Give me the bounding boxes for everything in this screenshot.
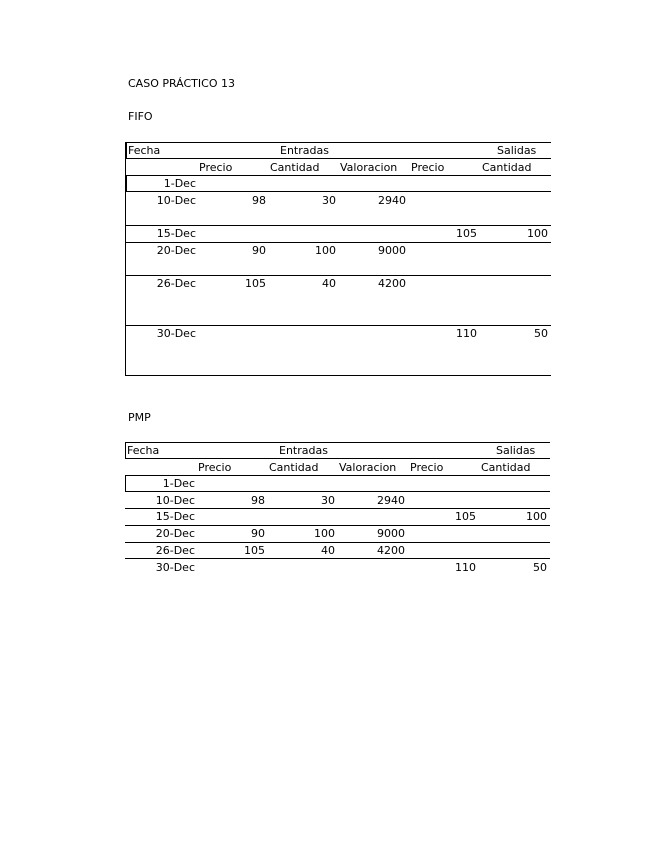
- header-fecha: Fecha: [127, 444, 160, 457]
- table-border: [126, 375, 551, 376]
- table-border: [126, 325, 551, 326]
- table-cell-precio: 105: [244, 544, 265, 557]
- table-cell-cantidad: 30: [321, 494, 335, 507]
- table-cell-salidas-cantidad: 50: [533, 561, 547, 574]
- table-border: [125, 508, 550, 509]
- table-cell-date: 20-Dec: [156, 244, 196, 257]
- table-border: [125, 542, 550, 543]
- table-border: [125, 525, 550, 526]
- table-border: [125, 475, 126, 492]
- table-border: [126, 175, 551, 176]
- header-cantidad: Cantidad: [270, 161, 320, 174]
- table-cell-date: 1-Dec: [162, 477, 195, 490]
- table-border: [126, 142, 127, 158]
- table-border: [125, 558, 550, 559]
- table-cell-date: 10-Dec: [156, 194, 196, 207]
- table-border: [126, 158, 551, 159]
- table-cell-salidas-precio: 105: [456, 227, 477, 240]
- table-border: [126, 175, 127, 192]
- header-salidas: Salidas: [497, 144, 537, 157]
- table-cell-salidas-precio: 110: [456, 327, 477, 340]
- header-cantidad: Cantidad: [269, 461, 319, 474]
- header-valoracion: Valoracion: [340, 161, 398, 174]
- table-cell-date: 1-Dec: [163, 177, 196, 190]
- table-cell-precio: 98: [251, 494, 265, 507]
- header-salidas-cantidad: Cantidad: [482, 161, 532, 174]
- table-border: [125, 442, 550, 443]
- header-valoracion: Valoracion: [339, 461, 397, 474]
- table-cell-valoracion: 2940: [377, 494, 405, 507]
- table-cell-cantidad: 40: [321, 544, 335, 557]
- table-cell-valoracion: 4200: [377, 544, 405, 557]
- fifo-table: [125, 142, 551, 376]
- table-border: [126, 142, 551, 143]
- table-cell-valoracion: 9000: [378, 244, 406, 257]
- table-cell-salidas-precio: 110: [455, 561, 476, 574]
- table-cell-precio: 90: [251, 527, 265, 540]
- table-cell-cantidad: 40: [322, 277, 336, 290]
- table-cell-salidas-precio: 105: [455, 510, 476, 523]
- section-title-pmp: PMP: [128, 411, 151, 424]
- table-cell-salidas-cantidad: 100: [526, 510, 547, 523]
- table-cell-salidas-cantidad: 50: [534, 327, 548, 340]
- table-cell-precio: 105: [245, 277, 266, 290]
- table-cell-date: 30-Dec: [155, 561, 195, 574]
- table-border: [125, 491, 550, 492]
- table-cell-salidas-cantidad: 100: [527, 227, 548, 240]
- header-precio: Precio: [199, 161, 233, 174]
- table-cell-valoracion: 9000: [377, 527, 405, 540]
- pmp-table: [125, 442, 550, 577]
- table-cell-cantidad: 100: [315, 244, 336, 257]
- header-salidas-precio: Precio: [410, 461, 444, 474]
- table-cell-precio: 90: [252, 244, 266, 257]
- page-title: CASO PRÁCTICO 13: [128, 77, 235, 90]
- table-cell-date: 15-Dec: [155, 510, 195, 523]
- table-cell-precio: 98: [252, 194, 266, 207]
- section-title-fifo: FIFO: [128, 110, 153, 123]
- table-cell-date: 26-Dec: [156, 277, 196, 290]
- header-entradas: Entradas: [280, 144, 329, 157]
- table-border: [125, 442, 126, 458]
- table-cell-cantidad: 100: [314, 527, 335, 540]
- table-cell-date: 15-Dec: [156, 227, 196, 240]
- table-cell-date: 20-Dec: [155, 527, 195, 540]
- header-fecha: Fecha: [128, 144, 161, 157]
- header-precio: Precio: [198, 461, 232, 474]
- table-border: [126, 242, 551, 243]
- table-cell-valoracion: 4200: [378, 277, 406, 290]
- table-border: [126, 225, 551, 226]
- table-border: [126, 275, 551, 276]
- table-cell-cantidad: 30: [322, 194, 336, 207]
- table-cell-date: 30-Dec: [156, 327, 196, 340]
- header-salidas-precio: Precio: [411, 161, 445, 174]
- table-cell-date: 26-Dec: [155, 544, 195, 557]
- table-border: [125, 475, 550, 476]
- table-border: [126, 191, 551, 192]
- table-cell-valoracion: 2940: [378, 194, 406, 207]
- table-border: [125, 458, 550, 459]
- table-cell-date: 10-Dec: [155, 494, 195, 507]
- header-entradas: Entradas: [279, 444, 328, 457]
- header-salidas: Salidas: [496, 444, 536, 457]
- header-salidas-cantidad: Cantidad: [481, 461, 531, 474]
